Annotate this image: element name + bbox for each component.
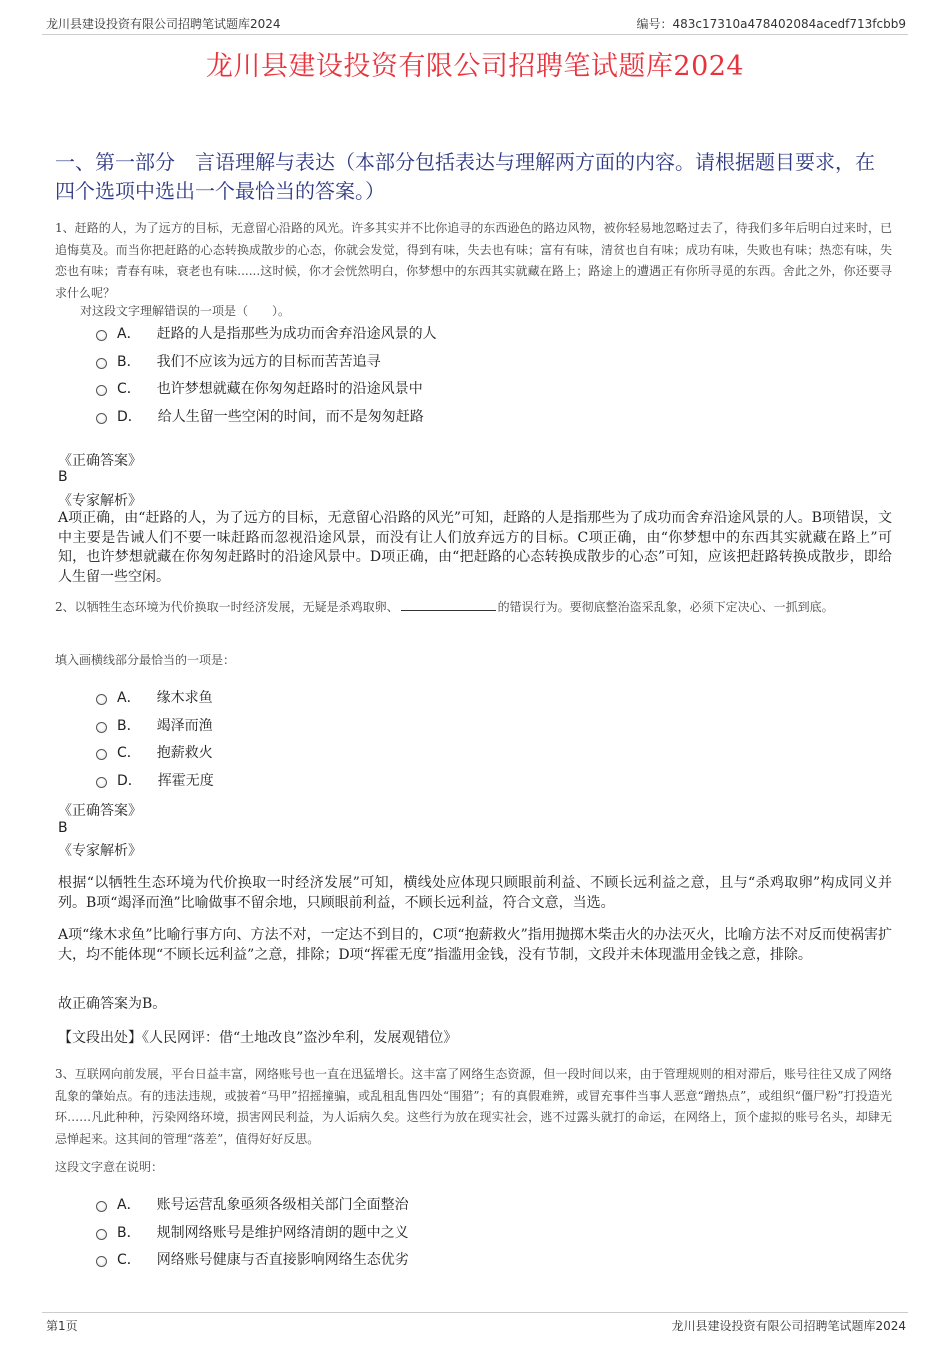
q1-option-d[interactable] — [96, 406, 424, 426]
option-text: 我们不应该为远方的目标而苦苦追寻 — [156, 354, 381, 370]
radio-icon[interactable] — [96, 1229, 107, 1240]
q2-analysis-3: 故正确答案为B。 — [58, 996, 167, 1012]
radio-icon[interactable] — [96, 413, 107, 424]
option-text: 规制网络账号是维护网络清朗的题中之义 — [156, 1225, 409, 1241]
q1-analysis-label: 《专家解析》 — [58, 493, 142, 509]
q3-passage: 3、互联网向前发展，平台日益丰富，网络账号也一直在迅猛增长。这丰富了网络生态资源，但一段时间以来，由于管理规则的相对滞后，账号往往又成了网络乱象的肇始点。有的违法违规，或披着“马甲”招摇撞骗，或乱租乱售四处“围猎”；有的真假难辨，或冒充事件当事人恶意“蹭热点”，或组织“僵尸粉”打投造光环……凡此种种，污染网络环境，损害网民利益，为人诟病久矣。这些行为放在现实社会，逃不过露头就打的命运，在网络上，顶个虚拟的账号名头，却肆无忌惮起来。这其间的管理“落差”，值得好好反思。 — [55, 1067, 892, 1146]
q2-option-c[interactable] — [96, 742, 213, 762]
option-letter: C． — [117, 1252, 141, 1268]
page-footer — [42, 1312, 908, 1333]
q1-answer: B — [58, 469, 68, 485]
option-text: 赶路的人是指那些为成功而舍弃沿途风景的人 — [156, 326, 437, 342]
q1-prompt: 对这段文字理解错误的一项是（ ）。 — [80, 304, 291, 318]
q1-option-c[interactable] — [96, 378, 423, 398]
radio-icon[interactable] — [96, 694, 107, 705]
q2-option-d[interactable] — [96, 770, 214, 790]
option-letter: B． — [117, 718, 141, 734]
section-title: 一、第一部分 言语理解与表达（本部分包括表达与理解两方面的内容。请根据题目要求，在四个选项中选出一个最恰当的答案。） — [55, 150, 875, 203]
option-text: 抱薪救火 — [156, 745, 213, 761]
q2-option-b[interactable] — [96, 715, 213, 735]
option-letter: C． — [117, 381, 141, 397]
header-doc-name: 龙川县建设投资有限公司招聘笔试题库2024 — [46, 17, 281, 31]
q2-prompt: 填入画横线部分最恰当的一项是： — [55, 653, 236, 667]
page-number: 第1页 — [46, 1319, 78, 1333]
option-text: 网络账号健康与否直接影响网络生态优劣 — [156, 1252, 409, 1268]
q2-source: 【文段出处】《人民网评：借“土地改良”盗沙牟利，发展观错位》 — [58, 1030, 458, 1046]
option-letter: C． — [117, 745, 141, 761]
option-letter: A． — [117, 690, 141, 706]
option-letter: B． — [117, 1225, 141, 1241]
q2-option-a[interactable] — [96, 687, 213, 707]
footer-doc-name: 龙川县建设投资有限公司招聘笔试题库2024 — [671, 1319, 906, 1333]
q2-passage — [55, 597, 892, 619]
header-doc-id: 编号：483c17310a478402084acedf713fcbb9 — [636, 17, 906, 31]
option-text: 也许梦想就藏在你匆匆赶路时的沿途风景中 — [156, 381, 423, 397]
option-text: 竭泽而渔 — [156, 718, 213, 734]
option-letter: D． — [117, 409, 142, 425]
q2-analysis-label: 《专家解析》 — [58, 843, 142, 859]
document-title: 龙川县建设投资有限公司招聘笔试题库2024 — [205, 51, 745, 82]
radio-icon[interactable] — [96, 385, 107, 396]
radio-icon[interactable] — [96, 749, 107, 760]
q1-option-a[interactable] — [96, 323, 437, 343]
radio-icon[interactable] — [96, 330, 107, 341]
q3-option-c[interactable] — [96, 1249, 409, 1269]
q1-answer-label: 《正确答案》 — [58, 453, 142, 469]
radio-icon[interactable] — [96, 1201, 107, 1212]
radio-icon[interactable] — [96, 1256, 107, 1267]
radio-icon[interactable] — [96, 358, 107, 369]
q2-text-before: 2、以牺牲生态环境为代价换取一时经济发展，无疑是杀鸡取卵、 — [55, 600, 399, 614]
q2-analysis-1: 根据“以牺牲生态环境为代价换取一时经济发展”可知，横线处应体现只顾眼前利益、不顾长远利益之意，且与“杀鸡取卵”构成同义并列。B项“竭泽而渔”比喻做事不留余地，只顾眼前利益，不顾长远利益，符合文意，当选。 — [58, 875, 892, 911]
option-text: 账号运营乱象亟须各级相关部门全面整治 — [156, 1197, 409, 1213]
q3-option-a[interactable] — [96, 1194, 409, 1214]
option-text: 给人生留一些空闲的时间，而不是匆匆赶路 — [157, 409, 424, 425]
option-letter: D． — [117, 773, 142, 789]
q2-answer-label: 《正确答案》 — [58, 803, 142, 819]
q3-option-b[interactable] — [96, 1222, 409, 1242]
page-header — [42, 12, 908, 35]
option-text: 挥霍无度 — [157, 773, 214, 789]
radio-icon[interactable] — [96, 722, 107, 733]
option-text: 缘木求鱼 — [156, 690, 213, 706]
option-letter: A． — [117, 1197, 141, 1213]
radio-icon[interactable] — [96, 777, 107, 788]
option-letter: A． — [117, 326, 141, 342]
q1-passage: 1、赶路的人，为了远方的目标，无意留心沿路的风光。许多其实并不比你追寻的东西逊色的路边风物，被你轻易地忽略过去了，待我们多年后明白过来时，已追悔莫及。而当你把赶路的心态转换成散步的心态，你就会发觉，得到有味，失去也有味；富有有味，清贫也自有味；成功有味，失败也有味；热恋有味，失恋也有味；青春有味，衰老也有味......这时候，你才会恍然明白，你梦想中的东西其实就藏在路上；路途上的遭遇正有你所寻觅的东西。舍此之外，你还要寻求什么呢？ — [55, 221, 892, 300]
q1-analysis: A项正确，由“赶路的人，为了远方的目标，无意留心沿路的风光”可知，赶路的人是指那些为了成功而舍弃沿途风景的人。B项错误，文中主要是告诫人们不要一味赶路而忽视沿途风景，而没有让人们放弃远方的目标。C项正确，由“你梦想中的东西其实就藏在路上”可知，也许梦想就藏在你匆匆赶路时的沿途风景中。D项正确，由“把赶路的心态转换成散步的心态”可知，应该把赶路转换成散步，即给人生留一些空闲。 — [58, 510, 892, 585]
q2-analysis-2: A项“缘木求鱼”比喻行事方向、方法不对，一定达不到目的，C项“抱薪救火”指用抛掷木柴击火的办法灭火，比喻方法不对反而使祸害扩大，均不能体现“不顾长远利益”之意，排除；D项“挥霍无度”指滥用金钱，没有节制，文段并未体现滥用金钱之意，排除。 — [58, 927, 892, 963]
q2-text-after: 的错误行为。要彻底整治盗采乱象，必须下定决心、一抓到底。 — [497, 600, 834, 614]
q2-answer: B — [58, 820, 68, 836]
fill-blank — [401, 598, 496, 611]
q1-option-b[interactable] — [96, 351, 381, 371]
option-letter: B． — [117, 354, 141, 370]
q3-prompt: 这段文字意在说明： — [55, 1160, 164, 1174]
